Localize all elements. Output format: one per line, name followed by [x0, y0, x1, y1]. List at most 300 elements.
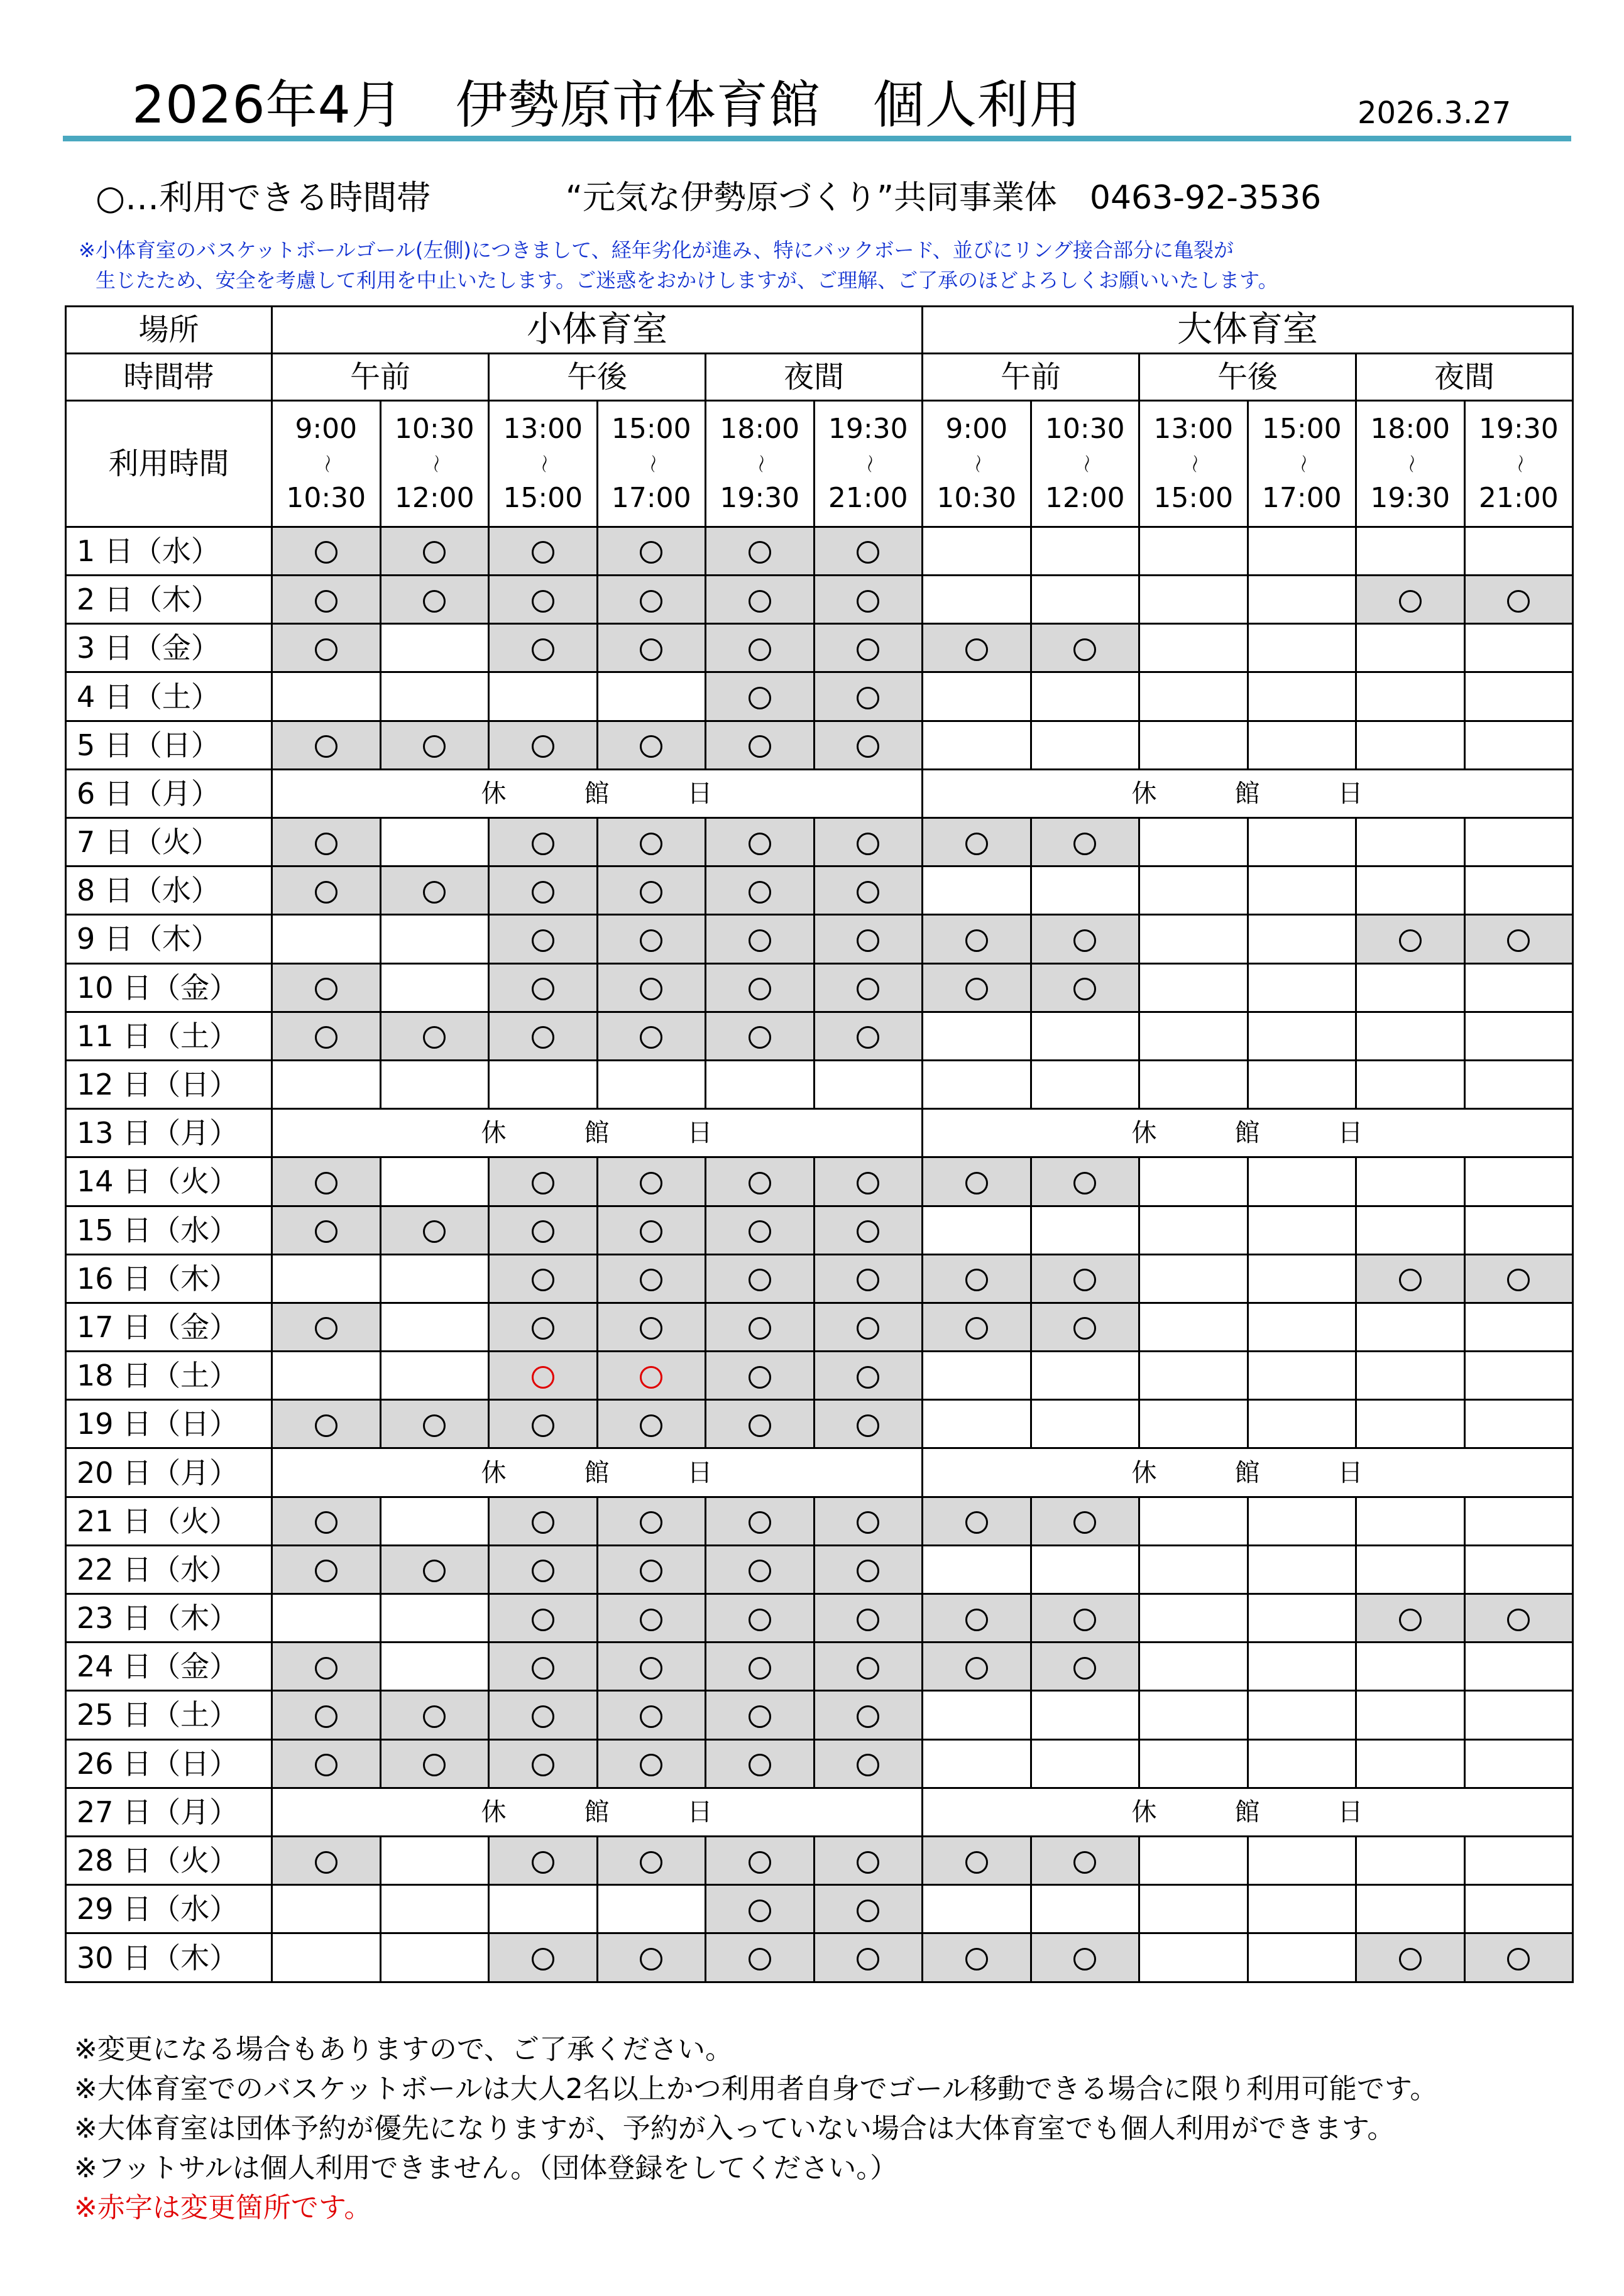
circle-icon	[857, 590, 879, 613]
facility-header: 大体育室	[923, 307, 1573, 354]
slot-cell-small	[597, 866, 706, 915]
slot-cell-large	[1031, 1012, 1139, 1060]
table-row	[66, 1643, 1573, 1691]
circle-icon	[749, 978, 771, 1000]
circle-icon	[1507, 590, 1530, 613]
slot-cell-small	[597, 1400, 706, 1448]
slot-cell-small	[489, 1497, 598, 1545]
slot-cell-small	[380, 1885, 489, 1933]
slot-cell-small	[597, 1497, 706, 1545]
slot-cell-small	[597, 721, 706, 769]
slot-cell-large	[1464, 721, 1573, 769]
day-label: 1 日（水）	[66, 527, 272, 575]
slot-cell-large	[1248, 1545, 1356, 1594]
circle-icon	[857, 1220, 879, 1243]
slot-cell-small	[814, 1545, 923, 1594]
contact-info: “元気な伊勢原づくり”共同事業体 0463-92-3536	[566, 179, 1322, 217]
slot-cell-small	[489, 1157, 598, 1206]
circle-icon	[640, 735, 662, 758]
circle-icon	[640, 1657, 662, 1680]
circle-icon	[965, 1269, 988, 1291]
wave-dash: 〜	[965, 454, 988, 474]
day-label: 27 日（月）	[66, 1788, 272, 1836]
slot-cell-small	[272, 672, 381, 721]
slot-cell-small	[597, 1254, 706, 1303]
time-slot-header	[1248, 401, 1356, 527]
slot-cell-small	[272, 1933, 381, 1982]
circle-icon	[640, 1414, 662, 1437]
day-label: 2 日（木）	[66, 576, 272, 624]
slot-cell-large	[1248, 1352, 1356, 1400]
time-slot-header	[1139, 401, 1248, 527]
slot-cell-large	[923, 1352, 1031, 1400]
slot-cell-small	[489, 1691, 598, 1739]
slot-cell-large	[1464, 915, 1573, 963]
slot-cell-small	[814, 1012, 923, 1060]
circle-icon	[965, 1948, 988, 1971]
slot-cell-large	[1356, 1836, 1465, 1884]
circle-icon	[640, 590, 662, 613]
circle-icon	[857, 1900, 879, 1922]
slot-cell-large	[1031, 1400, 1139, 1448]
table-row	[66, 866, 1573, 915]
circle-icon	[749, 1657, 771, 1680]
slot-cell-small	[597, 1885, 706, 1933]
slot-cell-large	[1139, 672, 1248, 721]
circle-icon	[1507, 929, 1530, 952]
slot-cell-large	[1139, 818, 1248, 866]
slot-cell-large	[1139, 1352, 1248, 1400]
slot-cell-large	[923, 624, 1031, 672]
slot-cell-large	[1356, 1352, 1465, 1400]
circle-icon	[315, 1851, 337, 1874]
slot-cell-large	[923, 1933, 1031, 1982]
slot-cell-small	[814, 624, 923, 672]
slot-cell-large	[1139, 1545, 1248, 1594]
slot-cell-small	[706, 1400, 815, 1448]
slot-cell-large	[1139, 1157, 1248, 1206]
circle-icon	[1073, 1511, 1096, 1534]
day-label: 20 日（月）	[66, 1448, 272, 1497]
circle-icon	[749, 929, 771, 952]
slot-cell-small	[706, 1933, 815, 1982]
slot-cell-large	[1464, 527, 1573, 575]
wave-dash: 〜	[640, 454, 663, 474]
circle-icon	[857, 1269, 879, 1291]
slot-cell-small	[489, 1060, 598, 1108]
circle-icon	[315, 1317, 337, 1340]
circle-icon	[532, 1560, 554, 1582]
slot-cell-large	[1031, 672, 1139, 721]
table-row	[66, 1448, 1573, 1497]
circle-icon	[640, 1317, 662, 1340]
slot-cell-large	[1031, 624, 1139, 672]
period-header: 夜間	[706, 354, 923, 401]
slot-cell-large	[923, 1303, 1031, 1351]
slot-cell-large	[1248, 721, 1356, 769]
table-row	[66, 1836, 1573, 1884]
slot-start: 19:30	[1478, 413, 1559, 446]
slot-cell-large	[1031, 1545, 1139, 1594]
day-label: 17 日（金）	[66, 1303, 272, 1351]
circle-icon	[640, 1948, 662, 1971]
circle-icon	[532, 541, 554, 564]
slot-cell-large	[1248, 1497, 1356, 1545]
slot-start: 9:00	[945, 413, 1008, 446]
slot-cell-small	[489, 672, 598, 721]
circle-icon	[423, 590, 446, 613]
day-label: 15 日（水）	[66, 1206, 272, 1254]
circle-icon	[965, 1172, 988, 1194]
slot-cell-small	[814, 721, 923, 769]
closed-day-small: 休 館 日	[272, 1788, 923, 1836]
circle-icon	[965, 1317, 988, 1340]
slot-cell-small	[380, 1060, 489, 1108]
slot-end: 10:30	[936, 482, 1017, 515]
slot-cell-large	[1464, 1352, 1573, 1400]
slot-cell-small	[814, 1885, 923, 1933]
slot-cell-large	[1139, 866, 1248, 915]
table-row	[66, 915, 1573, 963]
slot-cell-small	[272, 1012, 381, 1060]
slot-cell-small	[706, 1206, 815, 1254]
slot-cell-large	[1031, 1254, 1139, 1303]
slot-start: 19:30	[828, 413, 908, 446]
table-row	[66, 672, 1573, 721]
slot-end: 15:00	[503, 482, 583, 515]
circle-icon	[640, 978, 662, 1000]
day-label: 29 日（水）	[66, 1885, 272, 1933]
wave-dash: 〜	[424, 454, 446, 474]
circle-icon	[857, 1172, 879, 1194]
slot-cell-small	[489, 963, 598, 1012]
slot-cell-large	[923, 818, 1031, 866]
circle-icon	[857, 833, 879, 855]
circle-icon	[532, 1269, 554, 1291]
slot-cell-small	[706, 672, 815, 721]
circle-icon	[532, 1414, 554, 1437]
slot-cell-small	[272, 915, 381, 963]
slot-cell-large	[1464, 1545, 1573, 1594]
circle-icon	[1399, 1609, 1422, 1631]
notice-line-1: ※小体育室のバスケットボールゴール(左側)につきまして、経年劣化が進み、特にバックボード、並びにリング接合部分に亀裂が	[79, 238, 1234, 262]
slot-cell-large	[923, 915, 1031, 963]
circle-icon	[315, 1026, 337, 1049]
closed-day-large: 休 館 日	[923, 1109, 1573, 1157]
slot-cell-large	[1464, 624, 1573, 672]
slot-cell-large	[1356, 527, 1465, 575]
slot-cell-small	[706, 1545, 815, 1594]
circle-icon	[749, 638, 771, 661]
circle-icon	[1399, 1269, 1422, 1291]
slot-cell-small	[597, 963, 706, 1012]
closed-day-large: 休 館 日	[923, 769, 1573, 817]
slot-cell-large	[1464, 866, 1573, 915]
circle-icon	[315, 1172, 337, 1194]
slot-cell-large	[1248, 1303, 1356, 1351]
slot-cell-small	[597, 672, 706, 721]
time-slot-header	[597, 401, 706, 527]
slot-cell-small	[597, 818, 706, 866]
slot-cell-large	[1031, 1836, 1139, 1884]
slot-cell-large	[1139, 963, 1248, 1012]
slot-cell-large	[1139, 1643, 1248, 1691]
slot-cell-large	[1248, 1157, 1356, 1206]
circle-icon	[749, 735, 771, 758]
slot-cell-large	[1356, 963, 1465, 1012]
wave-dash: 〜	[1508, 454, 1530, 474]
slot-cell-small	[814, 1206, 923, 1254]
slot-cell-large	[1356, 915, 1465, 963]
slot-cell-large	[1031, 1303, 1139, 1351]
slot-cell-small	[272, 1303, 381, 1351]
slot-cell-large	[1248, 866, 1356, 915]
slot-cell-small	[706, 1352, 815, 1400]
circle-icon	[965, 1609, 988, 1631]
circle-icon	[532, 1317, 554, 1340]
period-header: 午前	[923, 354, 1139, 401]
timeband-label: 時間帯	[66, 354, 272, 401]
slot-cell-small	[814, 576, 923, 624]
wave-dash: 〜	[1074, 454, 1097, 474]
circle-icon	[423, 1754, 446, 1776]
slot-cell-small	[272, 818, 381, 866]
slot-cell-small	[706, 1594, 815, 1643]
slot-cell-small	[380, 527, 489, 575]
slot-cell-small	[706, 1885, 815, 1933]
slot-cell-large	[1139, 1594, 1248, 1643]
slot-cell-small	[814, 1303, 923, 1351]
slot-cell-small	[814, 866, 923, 915]
circle-icon	[532, 833, 554, 855]
slot-cell-small	[380, 624, 489, 672]
circle-icon	[640, 1220, 662, 1243]
slot-cell-small	[597, 1739, 706, 1788]
slot-cell-large	[1139, 1497, 1248, 1545]
slot-cell-large	[1356, 672, 1465, 721]
circle-icon	[857, 735, 879, 758]
slot-cell-large	[1248, 1060, 1356, 1108]
circle-icon	[749, 1269, 771, 1291]
slot-cell-small	[489, 576, 598, 624]
slot-cell-large	[923, 1206, 1031, 1254]
slot-cell-small	[272, 527, 381, 575]
circle-icon	[423, 541, 446, 564]
time-slot-header	[1031, 401, 1139, 527]
slot-cell-large	[1356, 866, 1465, 915]
slot-cell-large	[1031, 963, 1139, 1012]
circle-icon	[532, 1754, 554, 1776]
day-label: 9 日（木）	[66, 915, 272, 963]
slot-cell-small	[706, 963, 815, 1012]
slot-cell-small	[814, 1254, 923, 1303]
slot-cell-small	[380, 1643, 489, 1691]
table-row	[66, 1254, 1573, 1303]
slot-cell-large	[1464, 1012, 1573, 1060]
table-row	[66, 1594, 1573, 1643]
slot-cell-small	[489, 915, 598, 963]
circle-icon	[857, 1560, 879, 1582]
day-label: 5 日（日）	[66, 721, 272, 769]
slot-cell-small	[489, 1836, 598, 1884]
slot-cell-small	[272, 1497, 381, 1545]
slot-cell-large	[1139, 721, 1248, 769]
slot-cell-small	[272, 963, 381, 1012]
day-label: 4 日（土）	[66, 672, 272, 721]
slot-cell-small	[380, 1012, 489, 1060]
slot-cell-large	[1248, 1691, 1356, 1739]
slot-start: 13:00	[503, 413, 583, 446]
circle-icon	[315, 833, 337, 855]
slot-cell-small	[380, 915, 489, 963]
table-row	[66, 963, 1573, 1012]
circle-icon	[315, 1220, 337, 1243]
slot-cell-small	[706, 721, 815, 769]
slot-cell-large	[1464, 1885, 1573, 1933]
slot-cell-small	[272, 1739, 381, 1788]
slot-cell-small	[272, 1060, 381, 1108]
slot-cell-large	[923, 1012, 1031, 1060]
slot-cell-large	[1248, 915, 1356, 963]
slot-cell-large	[1356, 1254, 1465, 1303]
slot-cell-small	[597, 1933, 706, 1982]
slot-cell-small	[706, 1739, 815, 1788]
slot-cell-large	[923, 963, 1031, 1012]
slot-cell-small	[706, 1836, 815, 1884]
slot-cell-small	[814, 1400, 923, 1448]
slot-cell-small	[706, 1060, 815, 1108]
slot-cell-small	[597, 1545, 706, 1594]
circle-icon	[857, 978, 879, 1000]
slot-cell-small	[814, 1352, 923, 1400]
slot-cell-large	[1031, 576, 1139, 624]
slot-cell-small	[489, 1206, 598, 1254]
slot-cell-small	[489, 721, 598, 769]
time-slot-header	[814, 401, 923, 527]
table-row	[66, 1497, 1573, 1545]
slot-cell-small	[489, 1303, 598, 1351]
slot-cell-small	[380, 1836, 489, 1884]
slot-cell-large	[1356, 1012, 1465, 1060]
slot-cell-large	[1139, 1303, 1248, 1351]
slot-cell-small	[272, 1836, 381, 1884]
slot-cell-large	[1464, 1643, 1573, 1691]
circle-icon	[749, 1754, 771, 1776]
slot-cell-small	[706, 1643, 815, 1691]
circle-icon	[532, 735, 554, 758]
time-slot-header	[489, 401, 598, 527]
circle-icon	[1073, 1851, 1096, 1874]
slot-cell-large	[1356, 1933, 1465, 1982]
slot-cell-large	[1464, 1254, 1573, 1303]
circle-icon	[749, 541, 771, 564]
slot-cell-large	[1248, 1594, 1356, 1643]
slot-cell-small	[380, 1497, 489, 1545]
slot-cell-small	[597, 1836, 706, 1884]
circle-icon	[532, 1851, 554, 1874]
page-title: 2026年4月 伊勢原市体育館 個人利用	[132, 75, 1082, 135]
slot-cell-large	[1139, 1206, 1248, 1254]
table-row	[66, 769, 1573, 817]
circle-icon	[640, 1511, 662, 1534]
slot-cell-small	[380, 576, 489, 624]
slot-cell-large	[1139, 1933, 1248, 1982]
day-label: 30 日（木）	[66, 1933, 272, 1982]
slot-cell-small	[489, 1400, 598, 1448]
time-slot-header	[1464, 401, 1573, 527]
slot-cell-large	[923, 1594, 1031, 1643]
period-header: 午後	[489, 354, 706, 401]
slot-cell-large	[1031, 915, 1139, 963]
slot-cell-large	[1464, 1497, 1573, 1545]
circle-icon-changed	[640, 1366, 662, 1389]
circle-icon	[315, 590, 337, 613]
slot-cell-large	[1464, 818, 1573, 866]
circle-icon	[315, 1754, 337, 1776]
slot-cell-small	[597, 1157, 706, 1206]
day-label: 28 日（火）	[66, 1836, 272, 1884]
circle-icon	[315, 978, 337, 1000]
closed-day-small: 休 館 日	[272, 769, 923, 817]
wave-dash: 〜	[532, 454, 554, 474]
slot-cell-large	[1139, 915, 1248, 963]
slot-cell-large	[1248, 818, 1356, 866]
usage-time-label: 利用時間	[66, 401, 272, 527]
circle-icon	[749, 881, 771, 904]
slot-cell-small	[814, 527, 923, 575]
slot-cell-small	[272, 721, 381, 769]
slot-cell-large	[1356, 1643, 1465, 1691]
slot-cell-small	[380, 866, 489, 915]
slot-cell-large	[1356, 721, 1465, 769]
circle-icon	[315, 541, 337, 564]
slot-cell-small	[814, 1060, 923, 1108]
slot-cell-large	[1356, 1303, 1465, 1351]
slot-cell-large	[1464, 1594, 1573, 1643]
slot-cell-small	[380, 1400, 489, 1448]
closed-day-large: 休 館 日	[923, 1448, 1573, 1497]
day-label: 7 日（火）	[66, 818, 272, 866]
place-label: 場所	[66, 307, 272, 354]
slot-cell-small	[489, 1594, 598, 1643]
circle-icon	[532, 1026, 554, 1049]
slot-cell-large	[1356, 818, 1465, 866]
time-slot-header	[272, 401, 381, 527]
slot-cell-small	[489, 1885, 598, 1933]
circle-icon	[749, 1511, 771, 1534]
slot-cell-large	[1356, 1206, 1465, 1254]
slot-cell-small	[380, 963, 489, 1012]
slot-cell-small	[489, 818, 598, 866]
footer-note-2: ※大体育室でのバスケットボールは大人2名以上かつ利用者自身でゴール移動できる場合に限り利用可能です。	[74, 2073, 1438, 2105]
circle-icon	[749, 1851, 771, 1874]
slot-start: 18:00	[1370, 413, 1451, 446]
slot-cell-large	[1248, 1933, 1356, 1982]
slot-cell-small	[597, 1691, 706, 1739]
time-slot-header	[380, 401, 489, 527]
circle-icon	[965, 833, 988, 855]
slot-cell-large	[1248, 1836, 1356, 1884]
slot-cell-large	[1248, 1012, 1356, 1060]
slot-cell-small	[272, 1691, 381, 1739]
slot-end: 17:00	[611, 482, 691, 515]
period-header: 午前	[272, 354, 489, 401]
table-row	[66, 1352, 1573, 1400]
slot-cell-large	[1248, 1254, 1356, 1303]
slot-cell-small	[706, 527, 815, 575]
circle-icon	[532, 978, 554, 1000]
day-label: 18 日（土）	[66, 1352, 272, 1400]
